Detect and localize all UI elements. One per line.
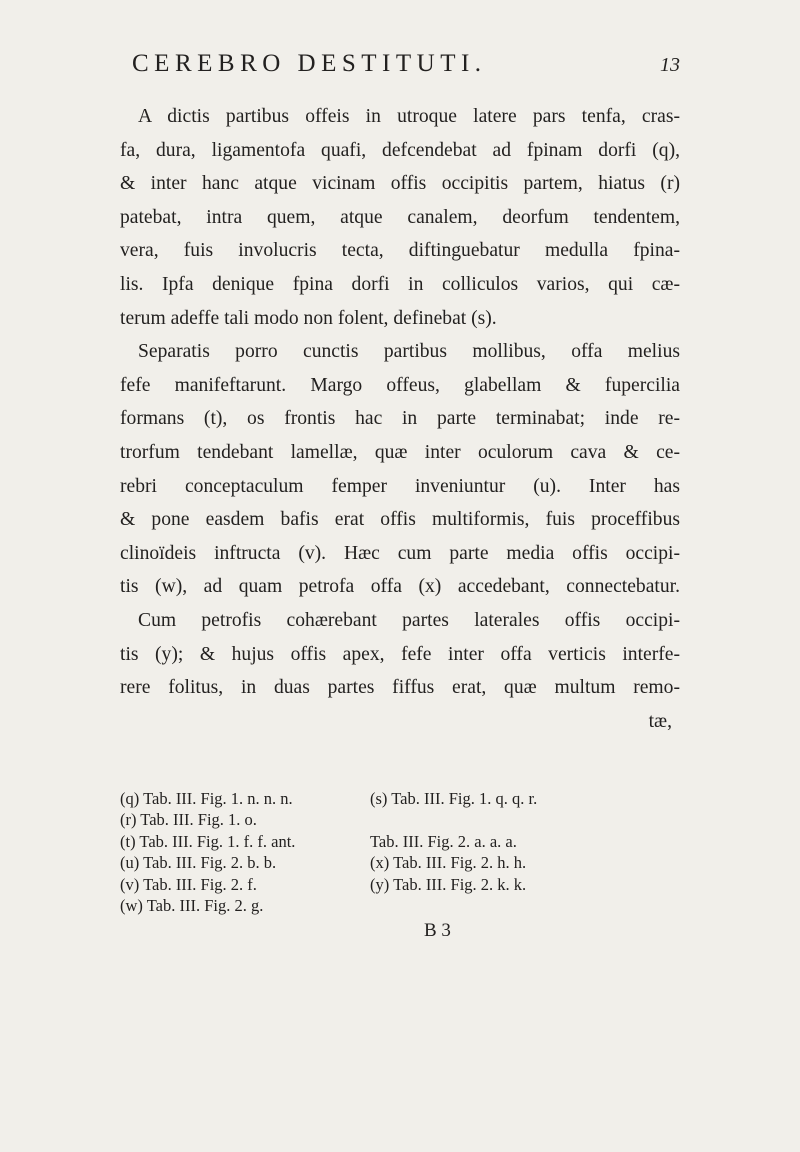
text-line: formans (t), os frontis hac in parte terminabat; inde re-	[120, 408, 680, 430]
footnote-w: (w) Tab. III. Fig. 2. g.	[120, 895, 264, 915]
text-line: & inter hanc atque vicinam offis occipitis partem, hiatus (r)	[120, 173, 680, 195]
footnote-s: (s) Tab. III. Fig. 1. q. q. r.	[370, 789, 538, 808]
footnote-empty	[370, 809, 720, 830]
text-line: patebat, intra quem, atque canalem, deorfum tendentem,	[120, 206, 680, 228]
text-line: Separatis porro cunctis partibus mollibus, offa melius	[138, 341, 680, 363]
text-line: tis (y); & hujus offis apex, fefe inter offa verticis interfe-	[120, 643, 680, 665]
text-line: tis (w), ad quam petrofa offa (x) accedebant, connectebatur.	[120, 576, 680, 598]
text-line: Cum petrofis cohærebant partes laterales offis occipi-	[138, 609, 680, 631]
text-line: rebri conceptaculum femper inveniuntur (u). Inter has	[120, 475, 680, 497]
catchword: tæ,	[648, 710, 672, 732]
text-line: terum adeffe tali modo non folent, definebat (s).	[120, 307, 497, 329]
text-line: rere folitus, in duas partes fiffus erat, quæ multum remo-	[120, 677, 680, 699]
footnote-row	[120, 852, 720, 873]
footnote-q: (q) Tab. III. Fig. 1. n. n. n.	[120, 789, 293, 808]
text-line: lis. Ipfa denique fpina dorfi in colliculos varios, qui cæ-	[120, 273, 680, 295]
text-line: trorfum tendebant lamellæ, quæ inter oculorum cava & ce-	[120, 441, 680, 463]
body-text	[120, 100, 680, 738]
signature-mark: B 3	[424, 920, 451, 941]
footnotes	[120, 788, 720, 916]
footnote-row	[120, 874, 720, 895]
text-line: fefe manifeftarunt. Margo offeus, glabellam & fupercilia	[120, 374, 680, 396]
footnote-v: (v) Tab. III. Fig. 2. f.	[120, 874, 257, 894]
footnote-t-continued: Tab. III. Fig. 2. a. a. a.	[370, 831, 517, 851]
footnote-empty	[370, 895, 720, 916]
footnote-u: (u) Tab. III. Fig. 2. b. b.	[120, 853, 277, 873]
text-line: vera, fuis involucris tecta, diftinguebatur medulla fpina-	[120, 240, 680, 262]
running-head	[120, 50, 680, 90]
footnote-row	[120, 895, 720, 916]
text-line: clinoïdeis inftructa (v). Hæc cum parte media offis occipi-	[120, 542, 680, 564]
footnote-y: (y) Tab. III. Fig. 2. k. k.	[370, 874, 527, 894]
page-number: 13	[660, 54, 680, 76]
footnote-row	[120, 788, 720, 809]
footnote-r: (r) Tab. III. Fig. 1. o.	[120, 810, 257, 830]
footnote-t: (t) Tab. III. Fig. 1. f. f. ant.	[120, 831, 296, 851]
text-line: fa, dura, ligamentofa quafi, defcendebat ad fpinam dorfi (q),	[120, 139, 680, 161]
text-line: A dictis partibus offeis in utroque latere pars tenfa, cras-	[138, 106, 680, 127]
text-line: & pone easdem bafis erat offis multiformis, fuis proceffibus	[120, 509, 680, 531]
footnote-row	[120, 831, 720, 852]
footnote-row	[120, 809, 720, 830]
running-title: CEREBRO DESTITUTI.	[132, 50, 487, 77]
footnote-x: (x) Tab. III. Fig. 2. h. h.	[370, 853, 527, 873]
